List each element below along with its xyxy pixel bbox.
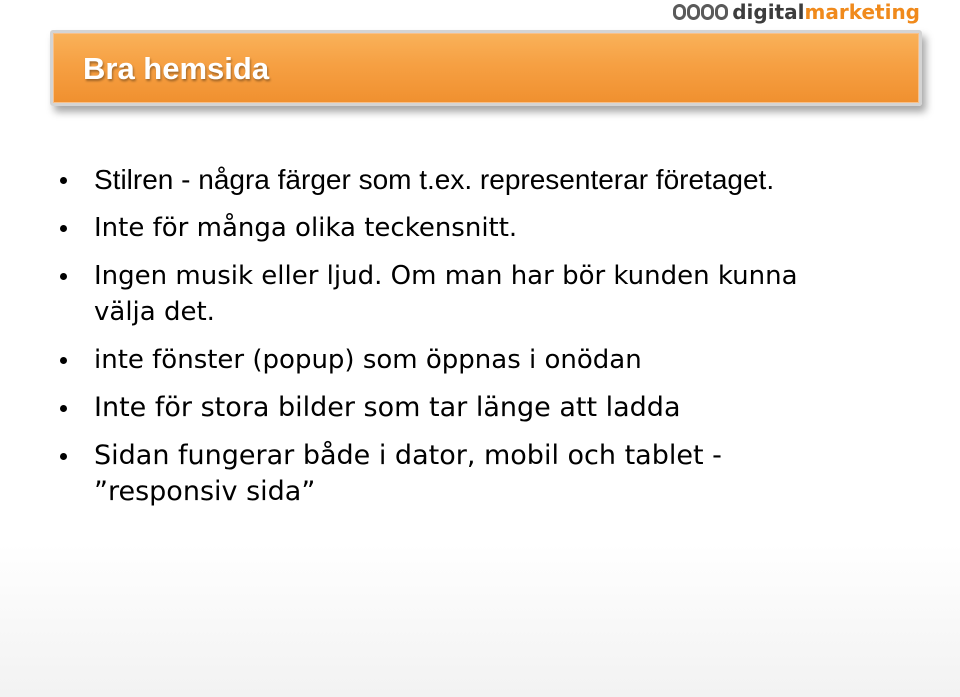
bullet-text: Inte för stora bilder som tar länge att ladda — [94, 392, 681, 423]
bullet-item — [56, 210, 916, 246]
bullet-list — [56, 162, 916, 510]
bullet-item — [56, 390, 916, 426]
bullet-item — [56, 342, 916, 378]
bullet-item — [56, 438, 814, 510]
bullet-icon — [60, 453, 67, 460]
logo-text-digital: digital — [732, 0, 805, 24]
bullet-text: Inte för många olika teckensnitt. — [94, 213, 518, 243]
title-banner — [50, 30, 922, 106]
logo-88-icon — [673, 4, 729, 20]
bullet-text: Sidan fungerar både i dator, mobil och tablet - ”responsiv sida” — [94, 440, 722, 507]
bullet-text: Stilren - några färger som t.ex. representerar företaget. — [94, 164, 775, 195]
bullet-icon — [60, 225, 67, 232]
bullet-icon — [60, 357, 67, 364]
bullet-text: Ingen musik eller ljud. Om man har bör kunden kunna välja det. — [94, 261, 798, 327]
digitalmarketing-logo — [673, 0, 920, 24]
slide-title: Bra hemsida — [83, 51, 270, 86]
bullet-item — [56, 258, 854, 330]
logo-text-marketing: marketing — [804, 0, 920, 24]
bullet-text: inte fönster (popup) som öppnas i onödan — [94, 345, 642, 375]
bullet-icon — [60, 405, 67, 412]
bullet-icon — [60, 177, 67, 184]
bullet-icon — [60, 273, 67, 280]
bullet-item — [56, 162, 794, 198]
